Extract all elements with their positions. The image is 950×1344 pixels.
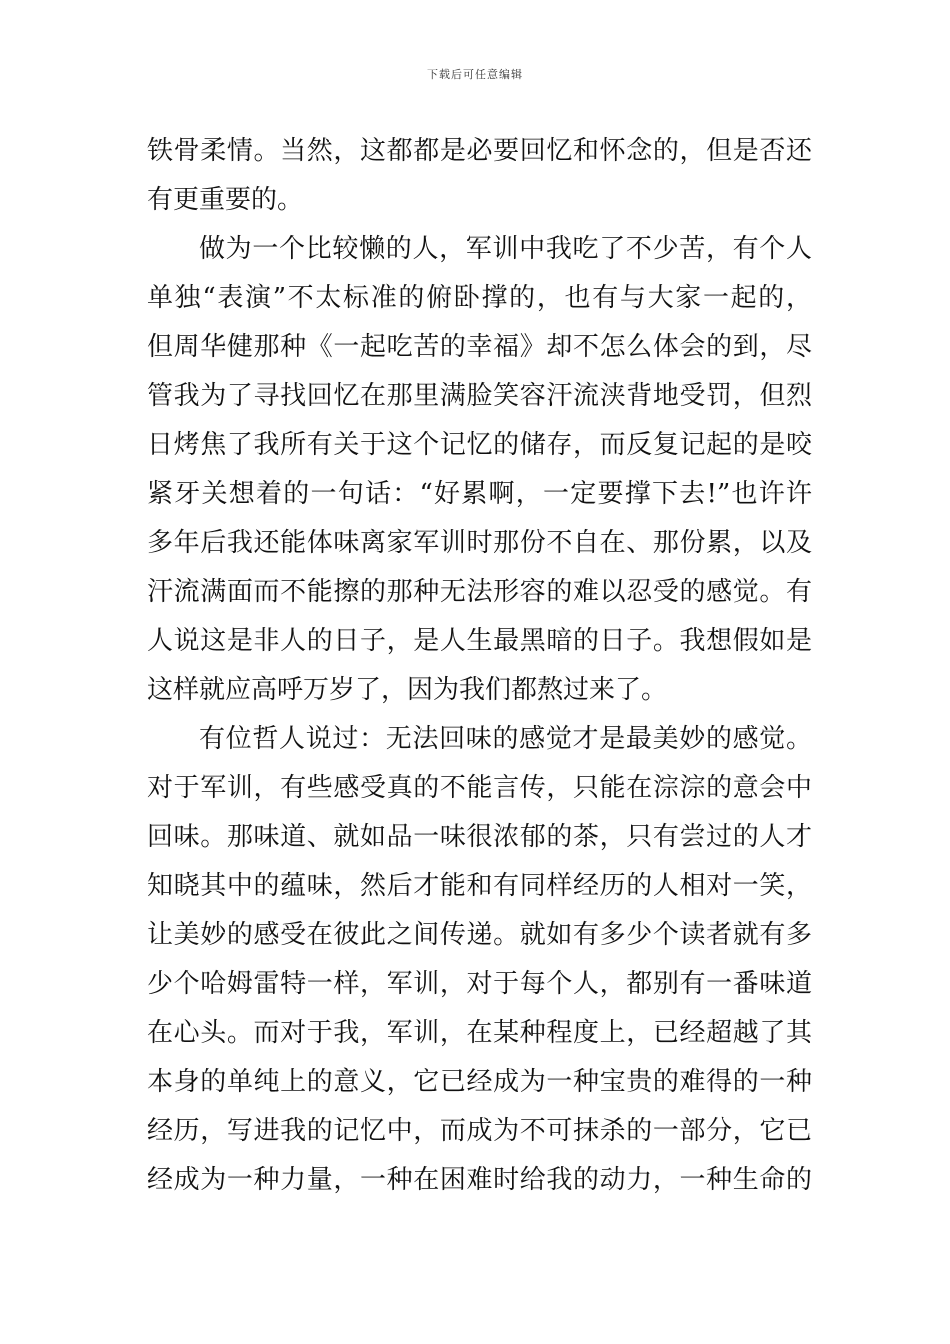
text-line: 回味。那味道、就如品一味很浓郁的茶，只有尝过的人才 — [147, 822, 812, 852]
text-line: 有更重要的。 — [147, 185, 304, 215]
text-line: 这样就应高呼万岁了，因为我们都熬过来了。 — [147, 675, 668, 705]
text-line: 经历，写进我的记忆中，而成为不可抹杀的一部分，它已 — [147, 1116, 812, 1146]
text-line: 管我为了寻找回忆在那里满脸笑容汗流浃背地受罚，但烈 — [147, 381, 812, 411]
text-line: 少个哈姆雷特一样，军训，对于每个人，都别有一番味道 — [147, 969, 812, 999]
text-line: 知晓其中的蕴味，然后才能和有同样经历的人相对一笑， — [147, 871, 812, 901]
page-header-note: 下载后可任意编辑 — [427, 68, 523, 81]
document-body — [147, 127, 812, 1205]
text-line: 日烤焦了我所有关于这个记忆的储存，而反复记起的是咬 — [147, 430, 812, 460]
text-line: 紧牙关想着的一句话：“好累啊，一定要撑下去!”也许许 — [147, 479, 812, 509]
text-line: 人说这是非人的日子，是人生最黑暗的日子。我想假如是 — [147, 626, 812, 656]
text-line: 单独“表演”不太标准的俯卧撑的，也有与大家一起的， — [147, 283, 812, 313]
text-line: 对于军训，有些感受真的不能言传，只能在淙淙的意会中 — [147, 773, 812, 803]
text-line: 多年后我还能体味离家军训时那份不自在、那份累，以及 — [147, 528, 812, 558]
text-line: 让美妙的感受在彼此之间传递。就如有多少个读者就有多 — [147, 920, 812, 950]
text-line: 本身的单纯上的意义，它已经成为一种宝贵的难得的一种 — [147, 1067, 812, 1097]
paragraph-first-line: 有位哲人说过：无法回味的感觉才是最美妙的感觉。 — [199, 724, 812, 754]
paragraph-first-line: 做为一个比较懒的人，军训中我吃了不少苦，有个人 — [199, 234, 812, 264]
text-line: 在心头。而对于我，军训，在某种程度上，已经超越了其 — [147, 1018, 812, 1048]
text-line: 经成为一种力量，一种在困难时给我的动力，一种生命的 — [147, 1165, 812, 1195]
text-line: 但周华健那种《一起吃苦的幸福》却不怎么体会的到，尽 — [147, 332, 812, 362]
text-line: 汗流满面而不能擦的那种无法形容的难以忍受的感觉。有 — [147, 577, 812, 607]
text-line: 铁骨柔情。当然，这都都是必要回忆和怀念的，但是否还 — [147, 136, 812, 166]
